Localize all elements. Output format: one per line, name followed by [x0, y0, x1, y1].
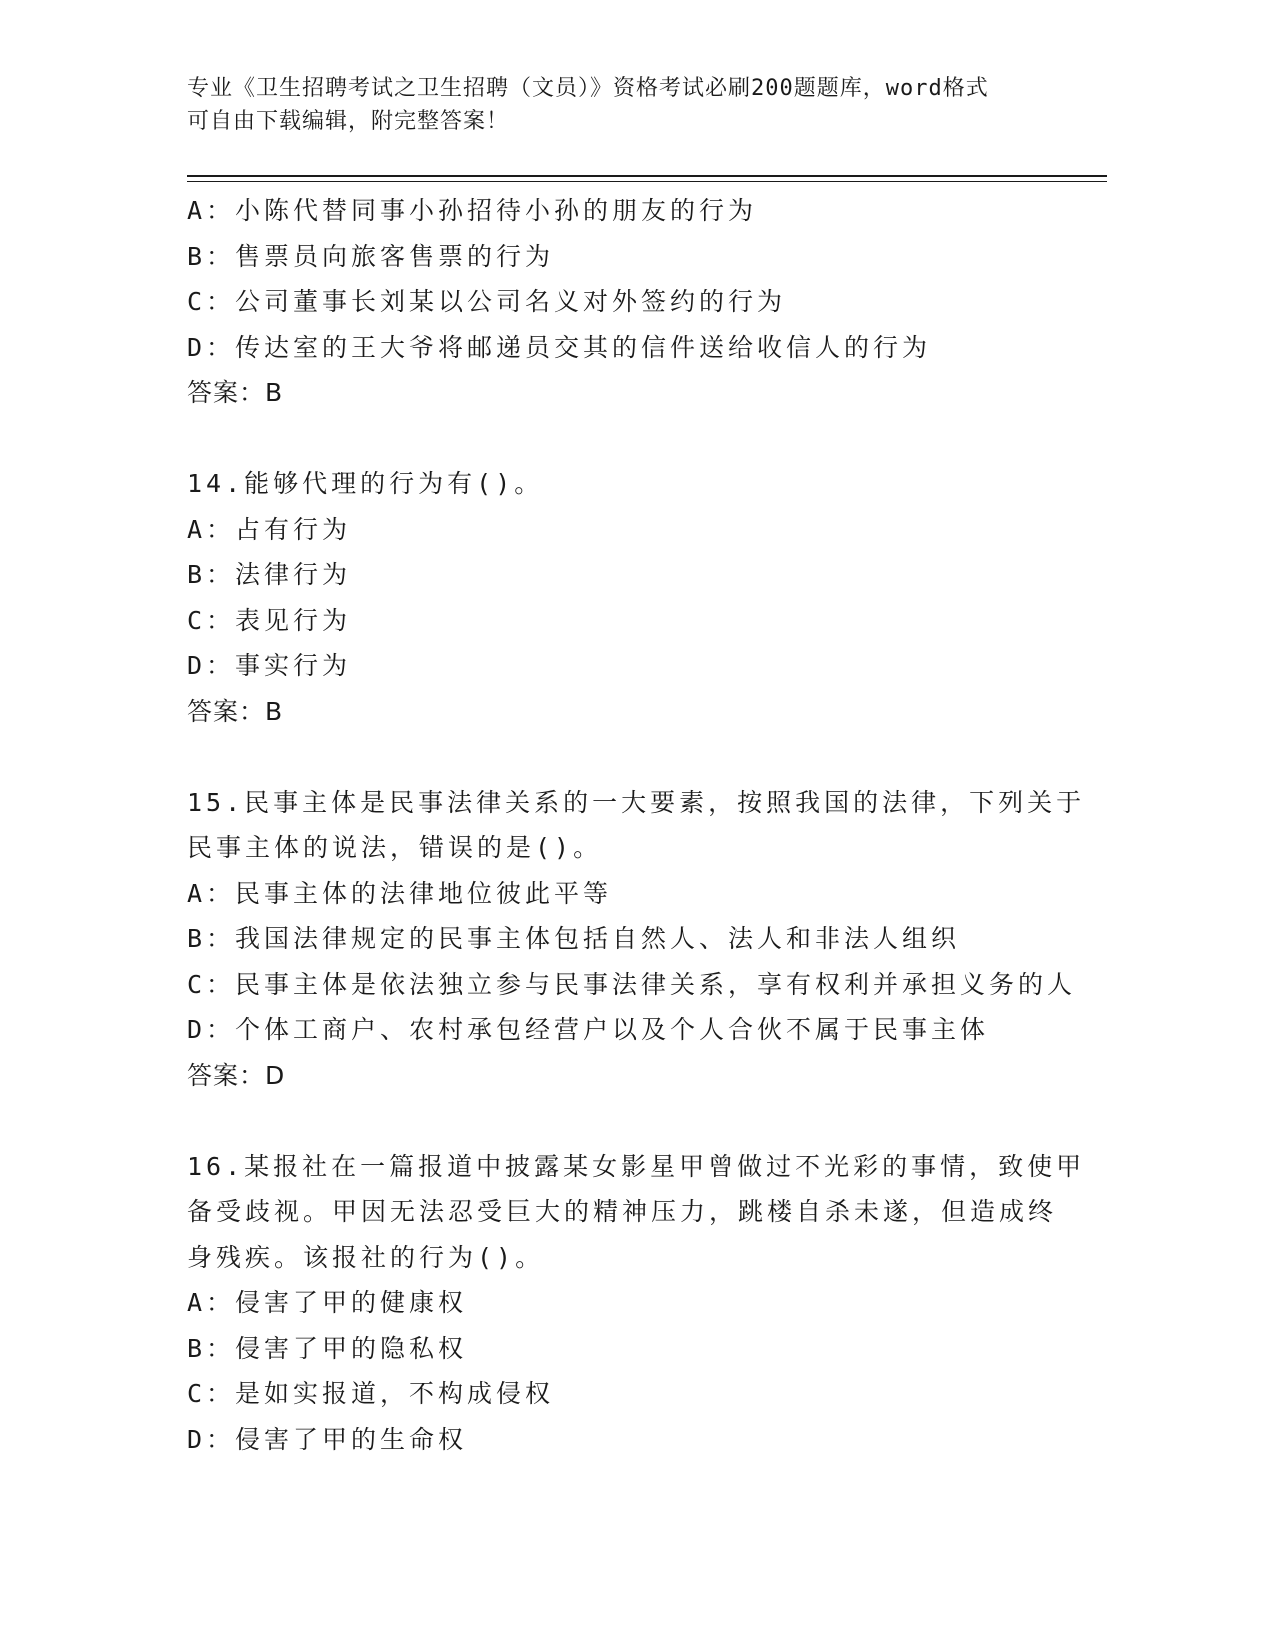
option-d: D：个体工商户、农村承包经营户以及个人合伙不属于民事主体: [187, 1015, 990, 1044]
option-a: A：侵害了甲的健康权: [187, 1288, 468, 1317]
option-d: D：传达室的王大爷将邮递员交其的信件送给收信人的行为: [187, 332, 932, 362]
question-stem: 14.能够代理的行为有()。: [187, 469, 544, 498]
answer-line: 答案：B: [187, 378, 284, 407]
header-line-2: 可自由下载编辑，附完整答案！: [187, 109, 510, 134]
question-stem-line-1: 16.某报社在一篇报道中披露某女影星甲曾做过不光彩的事情，致使甲: [187, 1151, 1086, 1181]
question-15: [187, 780, 1086, 1099]
question-13: [187, 188, 1067, 416]
question-14: [187, 461, 1067, 734]
header-divider-thick: [187, 175, 1107, 177]
question-stem-line-2: 民事主体的说法，错误的是()。: [187, 833, 603, 862]
question-stem-line-1: 15.民事主体是民事法律关系的一大要素，按照我国的法律，下列关于: [187, 787, 1086, 817]
option-c: C：民事主体是依法独立参与民事法律关系，享有权利并承担义务的人: [187, 969, 1077, 999]
option-c: C：公司董事长刘某以公司名义对外签约的行为: [187, 287, 787, 316]
question-stem-line-3: 身残疾。该报社的行为()。: [187, 1242, 545, 1272]
option-c: C：表见行为: [187, 605, 352, 635]
spacer: [187, 1098, 1067, 1144]
answer-line: 答案：B: [187, 696, 284, 726]
option-b: B：侵害了甲的隐私权: [187, 1333, 468, 1363]
option-c: C：是如实报道，不构成侵权: [187, 1379, 555, 1408]
spacer: [187, 416, 1067, 462]
option-a: A：小陈代替同事小孙招待小孙的朋友的行为: [187, 196, 758, 225]
option-a: A：占有行为: [187, 514, 352, 544]
header-line-1: 专业《卫生招聘考试之卫生招聘（文员）》资格考试必刷200题题库，word格式: [187, 76, 989, 101]
question-stem-line-2: 备受歧视。甲因无法忍受巨大的精神压力，跳楼自杀未遂，但造成终: [187, 1197, 1058, 1226]
spacer: [187, 734, 1067, 780]
header-divider-thin: [187, 181, 1107, 182]
option-d: D：侵害了甲的生命权: [187, 1424, 468, 1454]
option-a: A：民事主体的法律地位彼此平等: [187, 878, 613, 908]
option-b: B：售票员向旅客售票的行为: [187, 241, 555, 271]
document-header: [187, 72, 1067, 138]
document-body: [187, 188, 1086, 1462]
option-b: B：法律行为: [187, 560, 352, 589]
option-b: B：我国法律规定的民事主体包括自然人、法人和非法人组织: [187, 924, 961, 953]
answer-line: 答案：D: [187, 1060, 286, 1090]
question-16: [187, 1144, 1086, 1463]
option-d: D：事实行为: [187, 651, 352, 680]
